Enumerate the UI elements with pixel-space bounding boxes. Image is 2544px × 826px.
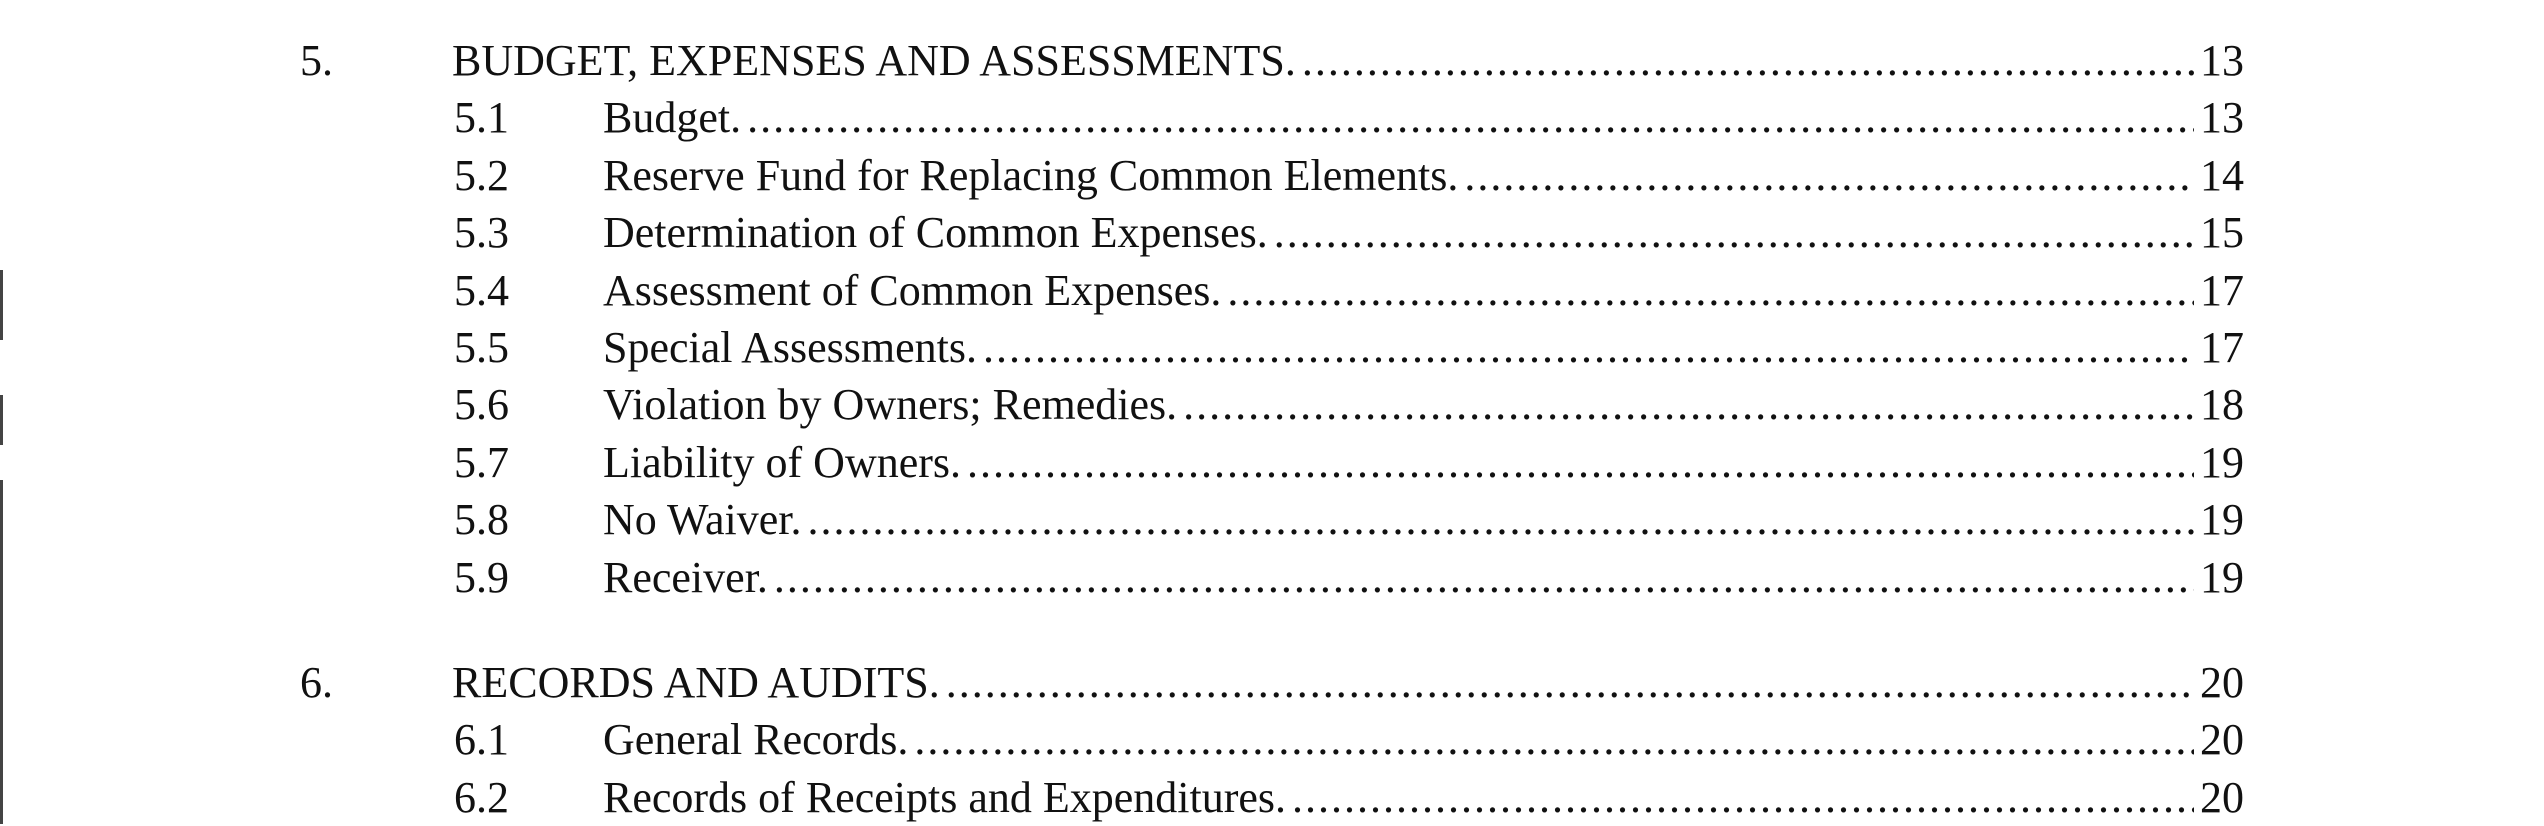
toc-entry: [603, 491, 2244, 548]
toc-subsection-5-9[interactable]: [0, 549, 2544, 606]
subsection-title: Records of Receipts and Expenditures.: [603, 772, 1287, 822]
toc-subsection-6-2[interactable]: [0, 769, 2544, 826]
dot-leader: [967, 434, 2194, 491]
subsection-title: Receiver.: [603, 552, 768, 602]
page-number: 19: [2200, 495, 2244, 545]
dot-leader: [1292, 769, 2194, 826]
subsection-title: Liability of Owners.: [603, 437, 962, 487]
dot-leader: [914, 711, 2194, 768]
section-title: BUDGET, EXPENSES AND ASSESSMENTS.: [452, 36, 1296, 85]
toc-entry: [603, 434, 2244, 491]
subsection-title: General Records.: [603, 715, 909, 765]
subsection-number: 5.2: [454, 150, 509, 200]
subsection-number: 5.1: [454, 93, 509, 143]
toc-subsection-5-5[interactable]: [0, 319, 2544, 376]
dot-leader: [774, 549, 2194, 606]
toc-subsection-6-1[interactable]: [0, 711, 2544, 768]
toc-subsection-5-8[interactable]: [0, 491, 2544, 548]
toc-subsection-5-2[interactable]: [0, 147, 2544, 204]
toc-entry: [603, 376, 2244, 433]
subsection-number: 5.3: [454, 208, 509, 258]
subsection-title: Assessment of Common Expenses.: [603, 265, 1222, 315]
toc-subsection-5-3[interactable]: [0, 204, 2544, 261]
page-number: 19: [2200, 437, 2244, 487]
subsection-title: No Waiver.: [603, 495, 802, 545]
dot-leader: [747, 89, 2194, 146]
page-number: 13: [2200, 93, 2244, 143]
page-number: 20: [2200, 715, 2244, 765]
page-number: 15: [2200, 208, 2244, 258]
dot-leader: [946, 654, 2194, 711]
subsection-number: 5.8: [454, 495, 509, 545]
dot-leader: [1183, 376, 2194, 433]
toc-entry: [603, 147, 2244, 204]
toc-subsection-5-6[interactable]: [0, 376, 2544, 433]
page-number: 17: [2200, 322, 2244, 372]
toc-entry: [603, 204, 2244, 261]
page-number: 20: [2200, 657, 2244, 707]
toc-entry: [452, 32, 2244, 89]
subsection-title: Budget.: [603, 93, 742, 143]
dot-leader: [1274, 204, 2194, 261]
subsection-number: 5.7: [454, 437, 509, 487]
subsection-title: Violation by Owners; Remedies.: [603, 380, 1178, 430]
section-title: RECORDS AND AUDITS.: [452, 657, 940, 707]
section-number: 6.: [300, 657, 333, 707]
toc-entry: [603, 769, 2244, 826]
toc-entry: [603, 262, 2244, 319]
dot-leader: [808, 491, 2195, 548]
toc-subsection-5-1[interactable]: [0, 89, 2544, 146]
toc-subsection-5-4[interactable]: [0, 262, 2544, 319]
dot-leader: [1464, 147, 2194, 204]
subsection-number: 6.1: [454, 715, 509, 765]
toc-section-5[interactable]: [0, 32, 2544, 89]
toc-entry: [452, 654, 2244, 711]
page-number: 13: [2200, 36, 2244, 85]
subsection-title: Reserve Fund for Replacing Common Elements.: [603, 150, 1459, 200]
subsection-number: 6.2: [454, 772, 509, 822]
toc-section-6[interactable]: [0, 654, 2544, 711]
subsection-title: Special Assessments.: [603, 322, 977, 372]
subsection-number: 5.4: [454, 265, 509, 315]
toc-entry: [603, 319, 2244, 376]
toc-entry: [603, 89, 2244, 146]
dot-leader: [1302, 32, 2194, 89]
dot-leader: [1227, 262, 2194, 319]
page-number: 17: [2200, 265, 2244, 315]
dot-leader: [983, 319, 2194, 376]
subsection-number: 5.6: [454, 380, 509, 430]
page-number: 18: [2200, 380, 2244, 430]
table-of-contents: [0, 32, 2544, 826]
page-number: 14: [2200, 150, 2244, 200]
page-number: 19: [2200, 552, 2244, 602]
toc-subsection-5-7[interactable]: [0, 434, 2544, 491]
subsection-number: 5.5: [454, 322, 509, 372]
section-number: 5.: [300, 36, 333, 85]
subsection-number: 5.9: [454, 552, 509, 602]
subsection-title: Determination of Common Expenses.: [603, 208, 1268, 258]
toc-entry: [603, 711, 2244, 768]
toc-entry: [603, 549, 2244, 606]
page-number: 20: [2200, 772, 2244, 822]
